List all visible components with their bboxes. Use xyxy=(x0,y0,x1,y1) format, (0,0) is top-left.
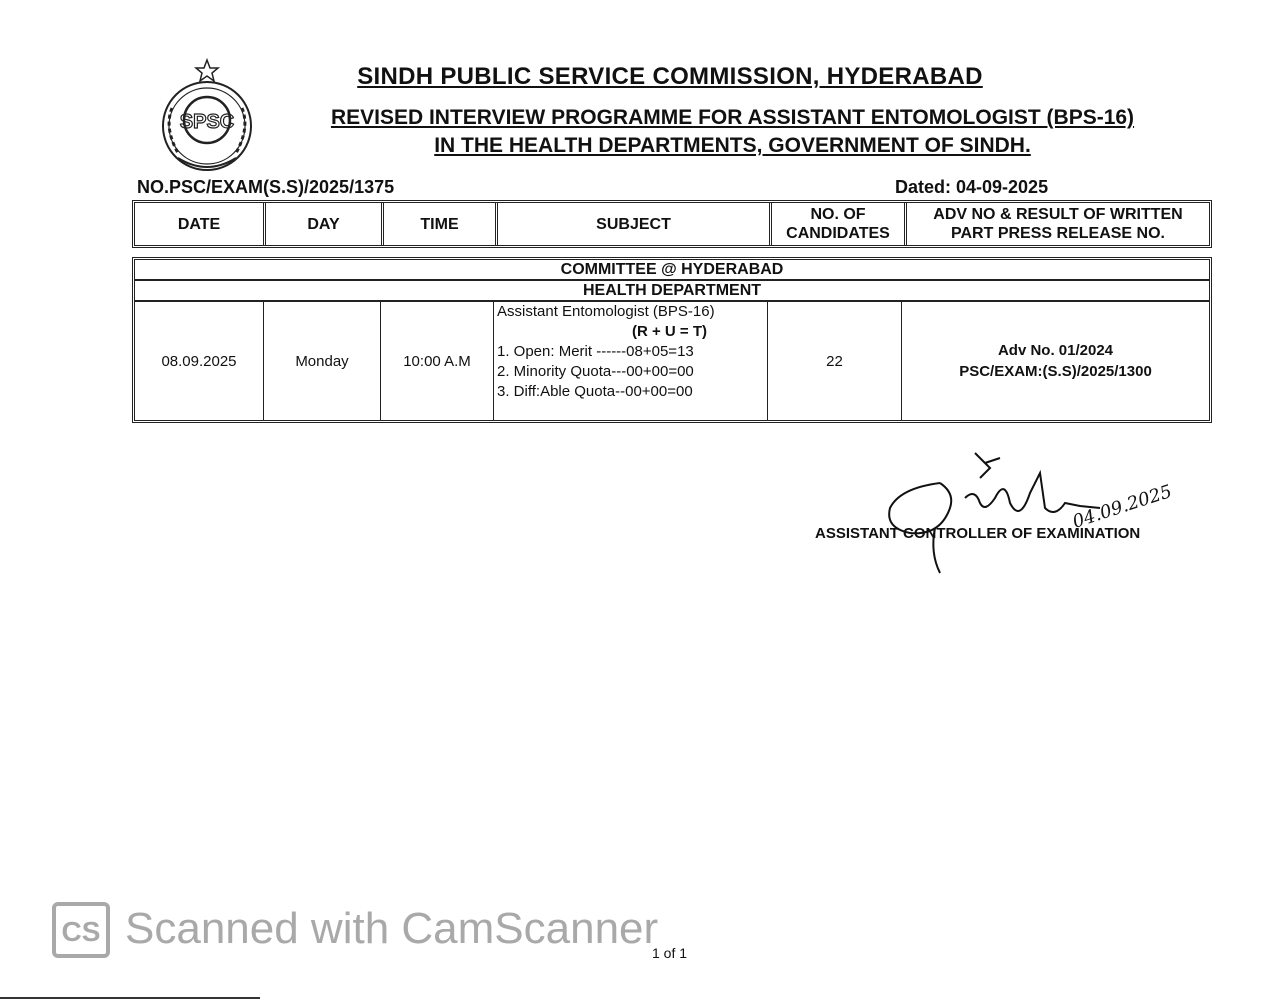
quota-minority: 2. Minority Quota---00+00=00 xyxy=(497,363,694,380)
cell-date: 08.09.2025 xyxy=(161,352,237,370)
camscanner-logo-icon xyxy=(52,902,110,958)
page-indicator: 1 of 1 xyxy=(652,945,688,961)
col-time-header: TIME xyxy=(381,203,495,245)
svg-text:04.09.2025: 04.09.2025 xyxy=(1070,480,1175,533)
col-candidates-header xyxy=(769,203,904,245)
col-adv-line2: PART PRESS RELEASE NO. xyxy=(951,225,1165,242)
cell-day: Monday xyxy=(263,302,380,420)
header-row xyxy=(135,203,1209,245)
scanner-watermark: Scanned with CamScanner xyxy=(125,904,659,953)
press-release-number: PSC/EXAM:(S.S)/2025/1300 xyxy=(959,363,1152,380)
col-subject-header: SUBJECT xyxy=(495,203,769,245)
cell-time: 10:00 A.M xyxy=(380,302,493,420)
svg-text:SPSC: SPSC xyxy=(179,111,235,133)
bottom-divider xyxy=(0,997,260,999)
table-row xyxy=(135,302,1209,420)
programme-title-line2: IN THE HEALTH DEPARTMENTS, GOVERNMENT OF SINDH. xyxy=(434,134,1031,157)
document-date: Dated: 04-09-2025 xyxy=(895,177,1049,197)
department-label: HEALTH DEPARTMENT xyxy=(135,281,1209,302)
col-candidates-line2: CANDIDATES xyxy=(786,225,890,242)
col-day-header: DAY xyxy=(263,203,381,245)
subject-title: Assistant Entomologist (BPS-16) xyxy=(497,303,715,320)
subject-formula: (R + U = T) xyxy=(632,323,708,340)
col-adv-line1: ADV NO & RESULT OF WRITTEN xyxy=(933,206,1183,223)
cell-subject xyxy=(493,302,767,420)
col-adv-header xyxy=(904,203,1209,245)
schedule-table xyxy=(132,257,1212,423)
committee-row xyxy=(135,260,1209,281)
signature-icon xyxy=(880,448,1180,578)
committee-label: COMMITTEE @ HYDERABAD xyxy=(135,260,1209,281)
svg-text:CS: CS xyxy=(61,916,101,947)
quota-open-merit: 1. Open: Merit ------08+05=13 xyxy=(497,343,694,360)
quota-diff-able: 3. Diff:Able Quota--00+00=00 xyxy=(497,383,693,400)
col-date-header: DATE xyxy=(177,215,221,233)
signatory-title: ASSISTANT CONTROLLER OF EXAMINATION xyxy=(815,525,1141,542)
col-candidates-line1: NO. OF xyxy=(810,206,866,223)
department-row xyxy=(135,281,1209,302)
cell-candidates: 22 xyxy=(767,302,901,420)
cell-adv xyxy=(901,302,1209,420)
column-header-table xyxy=(132,200,1212,248)
adv-number: Adv No. 01/2024 xyxy=(997,342,1114,359)
spsc-emblem-icon xyxy=(150,58,265,173)
organization-title: SINDH PUBLIC SERVICE COMMISSION, HYDERABAD xyxy=(357,63,983,90)
reference-number: NO.PSC/EXAM(S.S)/2025/1375 xyxy=(137,177,395,197)
programme-title-line1: REVISED INTERVIEW PROGRAMME FOR ASSISTANT ENTOMOLOGIST (BPS-16) xyxy=(330,106,1135,129)
